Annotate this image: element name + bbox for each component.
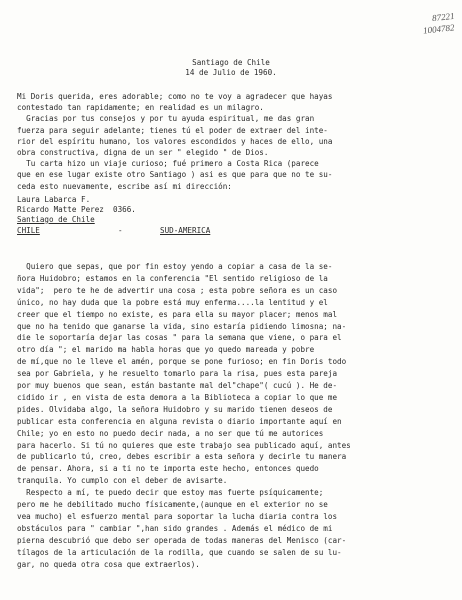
body-line: para hacerlo. Si tú no quieres que este trabajo sea publicado aquí, antes bbox=[17, 440, 351, 450]
body-line: vida"; pero te he de advertir una cosa ; esta pobre señora es un caso bbox=[17, 285, 338, 295]
opening-line: contestado tan rapidamente; en realidad es un milagro. bbox=[17, 103, 264, 113]
letter-date: 14 de Julio de 1960. bbox=[185, 68, 277, 77]
opening-line: Gracias por tus consejos y por tu ayuda espiritual, me das gran bbox=[17, 114, 315, 124]
body-line: cidido ir , en vista de esta demora a la Biblioteca a copiar lo que me bbox=[17, 392, 338, 402]
address-street: Ricardo Matte Perez 0366. bbox=[17, 205, 136, 214]
body-line: publicar esta conferencia en alguna revista o diario importante aquí en bbox=[17, 416, 342, 426]
body-line: die le soportaría dejar las cosas " para la semana que viene, o para el bbox=[17, 333, 342, 343]
body-line: Chile; yo en esto no puedo decir nada, a no ser que tú me autorices bbox=[17, 428, 324, 438]
opening-line: que en ese lugar existe otro Santiago ) asi es que para que no te su- bbox=[17, 170, 333, 180]
archive-number-1: 87221 bbox=[431, 10, 455, 24]
body-line: gar, no queda otra cosa que extraerlos). bbox=[17, 559, 200, 569]
opening-line: fuerza para seguir adelante; tienes tú el poder de extraer del inte- bbox=[17, 125, 328, 135]
opening-line: ceda esto nuevamente, escribe así mi dirección: bbox=[17, 181, 232, 191]
archive-number-2: 1004782 bbox=[422, 22, 455, 36]
body-line: ñora Huidobro; estamos en la conferencia "El sentido religioso de la bbox=[17, 273, 328, 283]
opening-line: Tu carta hizo un viaje curioso; fué primero a Costa Rica (parece bbox=[17, 159, 319, 169]
body-line: tílagos de la articulación de la rodilla, que cuando se salen de su lu- bbox=[17, 547, 342, 557]
body-line: por muy buenos que sean, están bastante mal del"chape"( cucú ). He de- bbox=[17, 381, 338, 390]
body-line: tranquila. Yo cumplo con el deber de avisarte. bbox=[17, 476, 228, 486]
body-line: Quiero que sepas, que por fin estoy yendo a copiar a casa de la se- bbox=[17, 262, 333, 271]
address-name: Laura Labarca F. bbox=[17, 195, 91, 204]
body-line: Respecto a mí, te puedo decir que estoy mas fuerte psíquicamente; bbox=[17, 488, 324, 498]
address-continent: SUD-AMERICA bbox=[160, 226, 211, 235]
body-line: de mí,que no le lleve el amén, porque se pone furioso; en fin Doris todo bbox=[17, 357, 347, 367]
body-line: único, no hay duda que la pobre está muy enferma....la lentitud y el bbox=[17, 297, 328, 307]
address-city: Santiago de Chile bbox=[17, 215, 95, 224]
address-country: CHILE bbox=[17, 226, 40, 235]
body-line: de publicarlo tú, creo, debes escribir a esta señora y decirle tu manera bbox=[17, 452, 347, 462]
body-line: otro día "; el marido ma habla horas que yo quedo mareada y pobre bbox=[17, 345, 315, 355]
address-dash: - bbox=[118, 226, 123, 235]
body-line: sea por Gabriela, y he resuelto tomarlo para la risa, pues esta pareja bbox=[17, 369, 338, 379]
body-line: que no ha tenido que ganarse la vida, sino estaría pidiendo limosna; na- bbox=[17, 321, 347, 331]
body-line: pero me he debilitado mucho físicamente,(aunque en el exterior no se bbox=[17, 500, 328, 509]
opening-line: rior del espíritu humano, los valores escondidos y haces de ello, una bbox=[17, 136, 333, 146]
body-line: obstáculos para " cambiar ",han sido grandes . Además el médico de mi bbox=[17, 523, 333, 533]
opening-line: obra constructiva, digna de un ser " elegido " de Dios. bbox=[17, 148, 269, 157]
body-line: pides. Olvidaba algo, la señora Huidobro y su marido tienen deseos de bbox=[17, 404, 333, 414]
body-line: pierna descubrió que debo ser operada de todas maneras del Menisco (car- bbox=[17, 535, 347, 545]
body-line: vea mucho) el esfuerzo mental para soportar la lucha diaria contra los bbox=[17, 511, 338, 521]
letter-place: Santiago de Chile bbox=[192, 58, 270, 67]
body-line: creer que el tiempo no existe, es para ella su mayor placer; menos mal bbox=[17, 309, 338, 319]
opening-line: Mi Doris querida, eres adorable; como no te voy a agradecer que hayas bbox=[17, 92, 333, 101]
body-line: de pensar. Ahora, si a ti no te importa este hecho, entonces quedo bbox=[17, 464, 319, 474]
